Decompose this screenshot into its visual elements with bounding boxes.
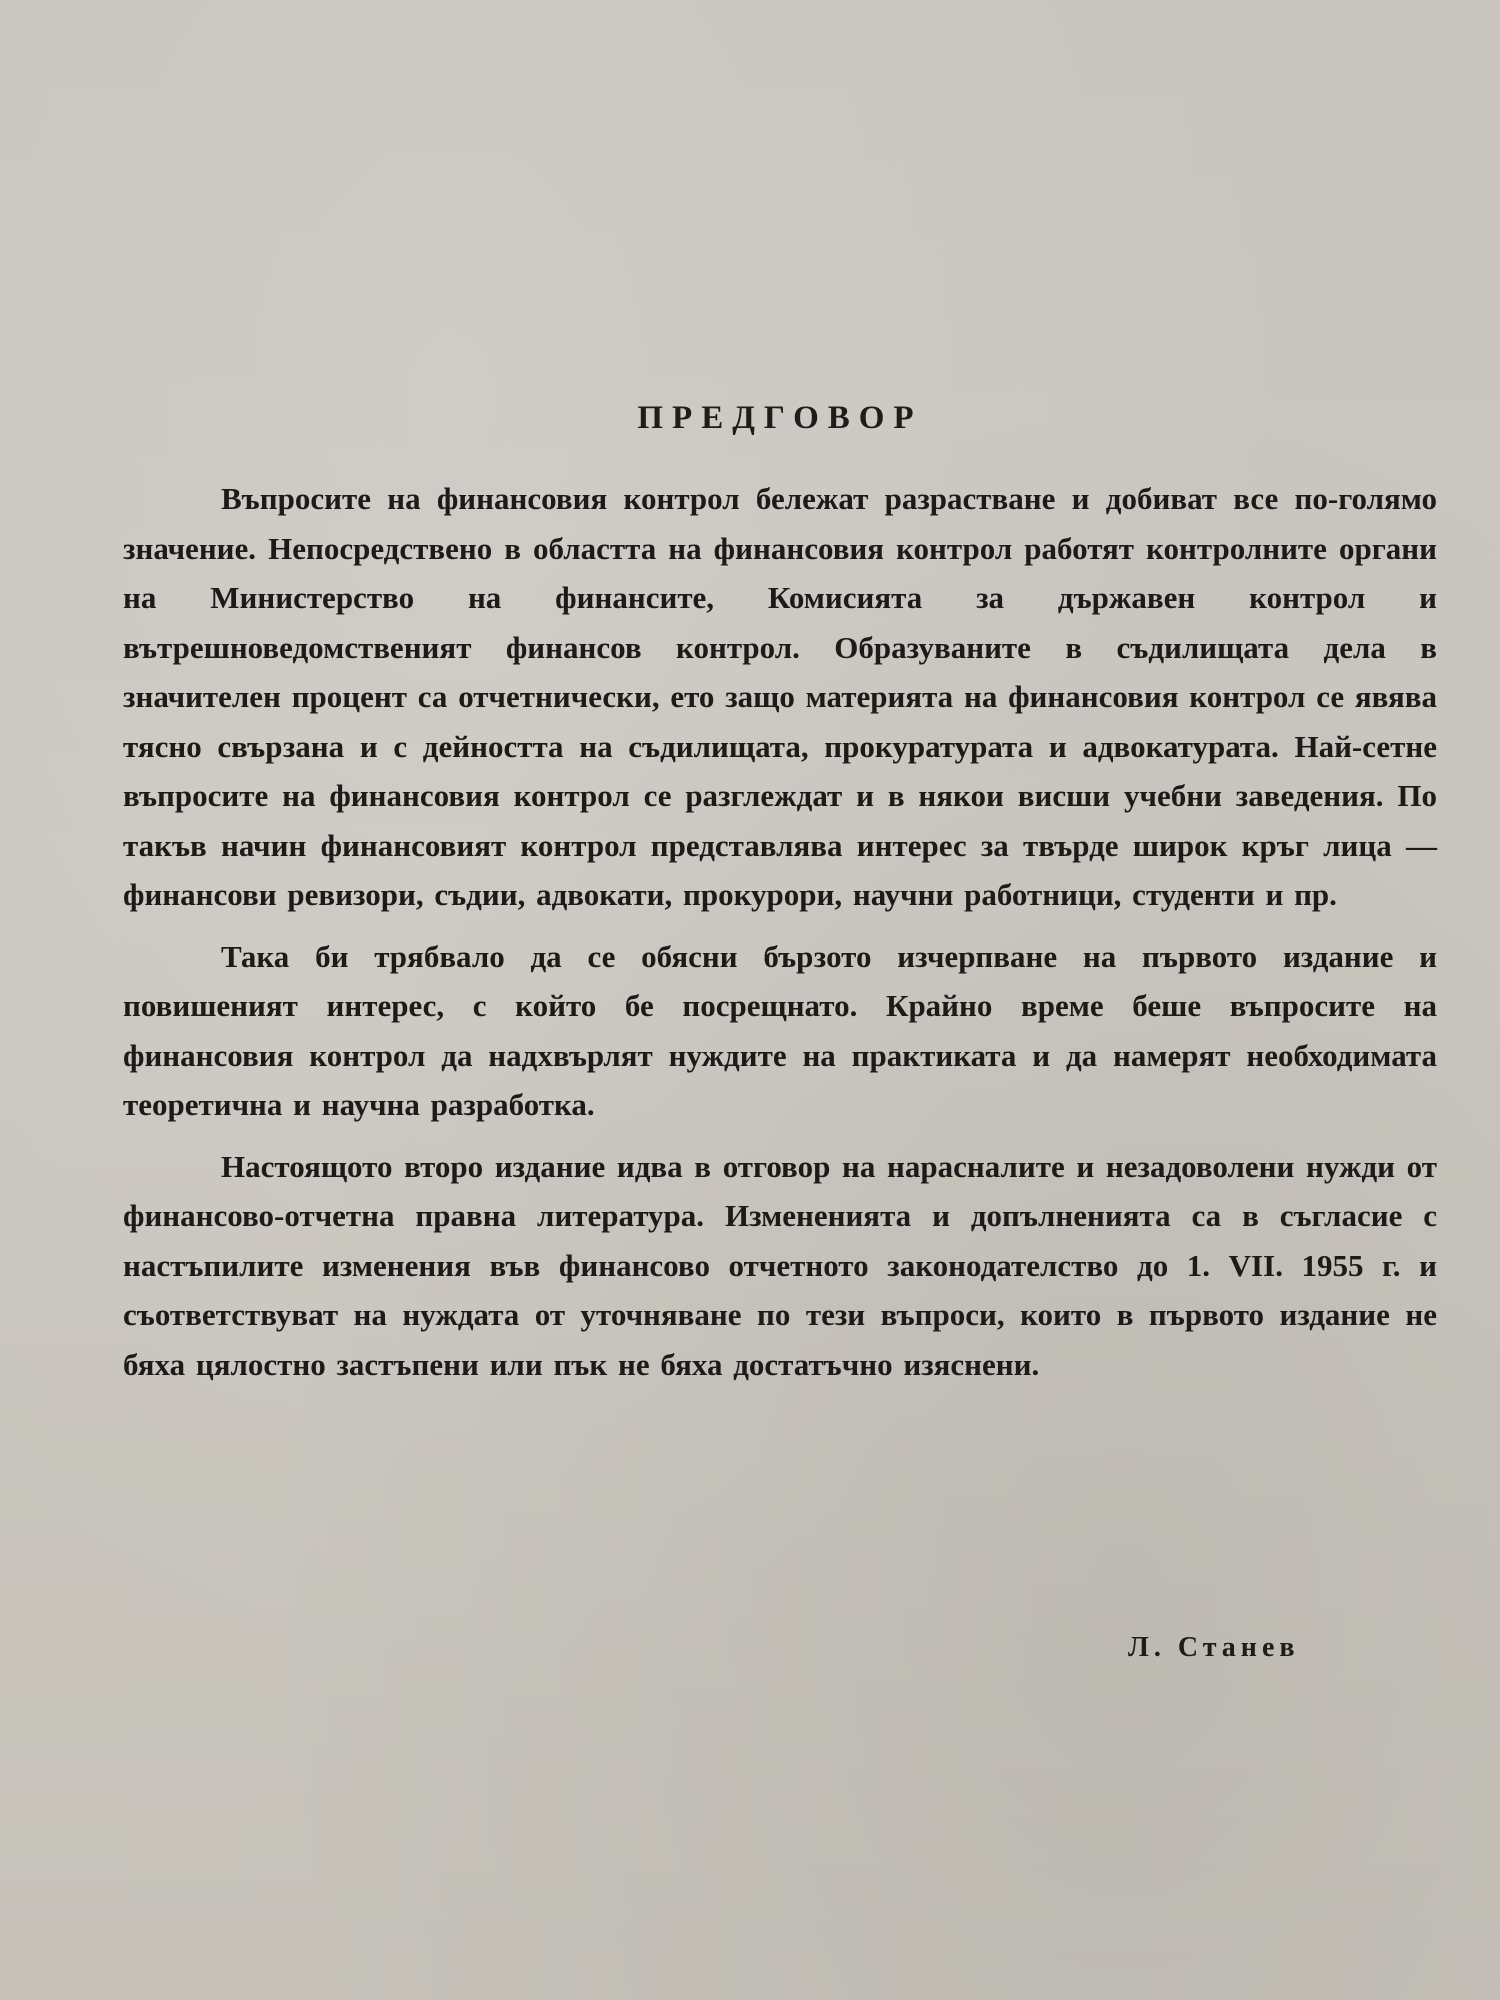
page-title: ПРЕДГОВОР [637,400,923,436]
paragraph: Настоящото второ издание идва в отговор на нарасналите и незадоволени нужди от финансово-отчетна правна литература. Измененията и допълненията са в съгласие с настъпилите изменения във финансово отчетното законодателство до 1. VII. 1955 г. и съответствуват на нуждата от уточняване по тези въпроси, които в първото издание не бяха цялостно застъпени или пък не бяха достатъчно изяснени. [123,1148,1437,1382]
preface-text [123,398,1437,1389]
paragraph: Въпросите на финансовия контрол бележат разрастване и добиват все по-голямо значение. Непосредствено в областта на финансовия контрол работят контролните органи на Министерство на финансите, Комисията за държавен контрол и вътрешноведомственият финансов контрол. Образуваните в съдилищата дела в значителен процент са отчетнически, ето защо материята на финансовия контрол се явява тясно свързана и с дейността на съдилищата, прокуратурата и адвокатурата. Най-сетне въпросите на финансовия контрол се разглеждат и в някои висши учебни заведения. По такъв начин финансовият контрол представлява интерес за твърде широк кръг лица — финансови ревизори, съдии, адвокати, прокурори, научни работници, студенти и пр. [123,481,1437,912]
paragraph: Така би трябвало да се обясни бързото изчерпване на първото издание и повишеният интерес, с който бе посрещнато. Крайно време беше въпросите на финансовия контрол да надхвърлят нуждите на практиката и да намерят необходимата теоретична и научна разработка. [123,938,1437,1122]
author-signature: Л. Станев [1128,1632,1300,1663]
